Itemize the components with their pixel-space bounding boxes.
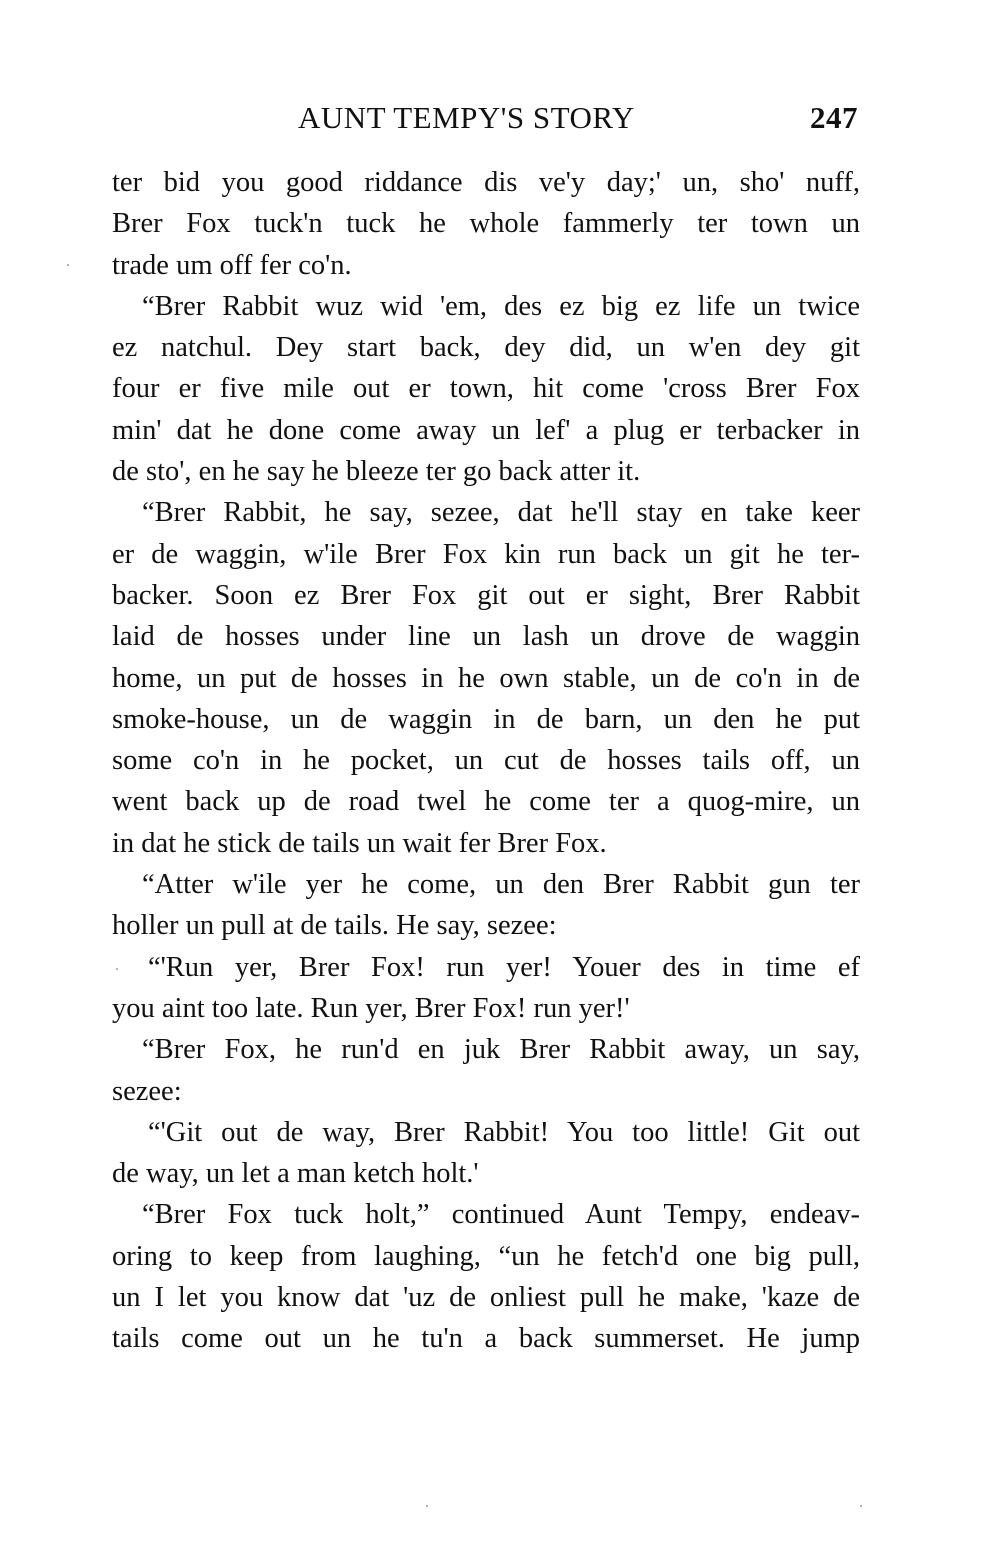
text-line: tails come out un he tu'n a back summerset. He jump <box>112 1323 860 1355</box>
paragraph-first-line: “Brer Rabbit wuz wid 'em, des ez big ez life un twice <box>142 290 860 322</box>
text-line: oring to keep from laughing, “un he fetch'd one big pull, <box>112 1240 860 1272</box>
paragraph-first-line: “'Git out de way, Brer Rabbit! You too little! Git out <box>148 1116 860 1148</box>
text-line: ter bid you good riddance dis ve'y day;' un, sho' nuff, <box>112 167 860 198</box>
paragraph-first-line: “Brer Rabbit, he say, sezee, dat he'll stay en take keer <box>142 497 860 529</box>
scan-speck <box>116 968 118 970</box>
page-number: 247 <box>810 100 858 135</box>
text-line: holler un pull at de tails. He say, sezee: <box>112 910 557 942</box>
text-line: four er five mile out er town, hit come 'cross Brer Fox <box>112 373 860 405</box>
scan-speck <box>67 264 69 266</box>
text-line: Brer Fox tuck'n tuck he whole fammerly ter town un <box>112 208 860 240</box>
paragraph-first-line: “Atter w'ile yer he come, un den Brer Rabbit gun ter <box>142 869 860 901</box>
text-line: sezee: <box>112 1075 182 1107</box>
text-line: smoke-house, un de waggin in de barn, un den he put <box>112 703 860 735</box>
text-line: er de waggin, w'ile Brer Fox kin run back un git he ter- <box>112 538 860 570</box>
paragraph-first-line: “Brer Fox tuck holt,” continued Aunt Tempy, endeav- <box>142 1199 860 1231</box>
running-head <box>112 100 860 144</box>
body-text <box>112 162 860 1360</box>
text-line: trade um off fer co'n. <box>112 249 352 281</box>
scan-speck <box>426 1505 428 1507</box>
text-line: min' dat he done come away un lef' a plug er terbacker in <box>112 414 860 446</box>
paragraph-first-line: “Brer Fox, he run'd en juk Brer Rabbit away, un say, <box>142 1034 860 1066</box>
text-line: de sto', en he say he bleeze ter go back atter it. <box>112 456 641 488</box>
text-line: backer. Soon ez Brer Fox git out er sight, Brer Rabbit <box>112 579 860 611</box>
text-line: de way, un let a man ketch holt.' <box>112 1158 479 1190</box>
running-title: AUNT TEMPY'S STORY <box>298 100 635 135</box>
text-line: ez natchul. Dey start back, dey did, un w'en dey git <box>112 332 860 364</box>
text-line: un I let you know dat 'uz de onliest pull he make, 'kaze de <box>112 1282 860 1314</box>
text-line: home, un put de hosses in he own stable, un de co'n in de <box>112 662 860 694</box>
text-line: went back up de road twel he come ter a quog-mire, un <box>112 786 860 818</box>
text-line: you aint too late. Run yer, Brer Fox! run yer!' <box>112 992 630 1024</box>
text-line: in dat he stick de tails un wait fer Brer Fox. <box>112 827 607 859</box>
text-line: laid de hosses under line un lash un drove de waggin <box>112 621 860 653</box>
scan-speck <box>860 1505 862 1507</box>
text-line: some co'n in he pocket, un cut de hosses tails off, un <box>112 745 860 777</box>
paragraph-first-line: “'Run yer, Brer Fox! run yer! Youer des in time ef <box>148 951 860 983</box>
